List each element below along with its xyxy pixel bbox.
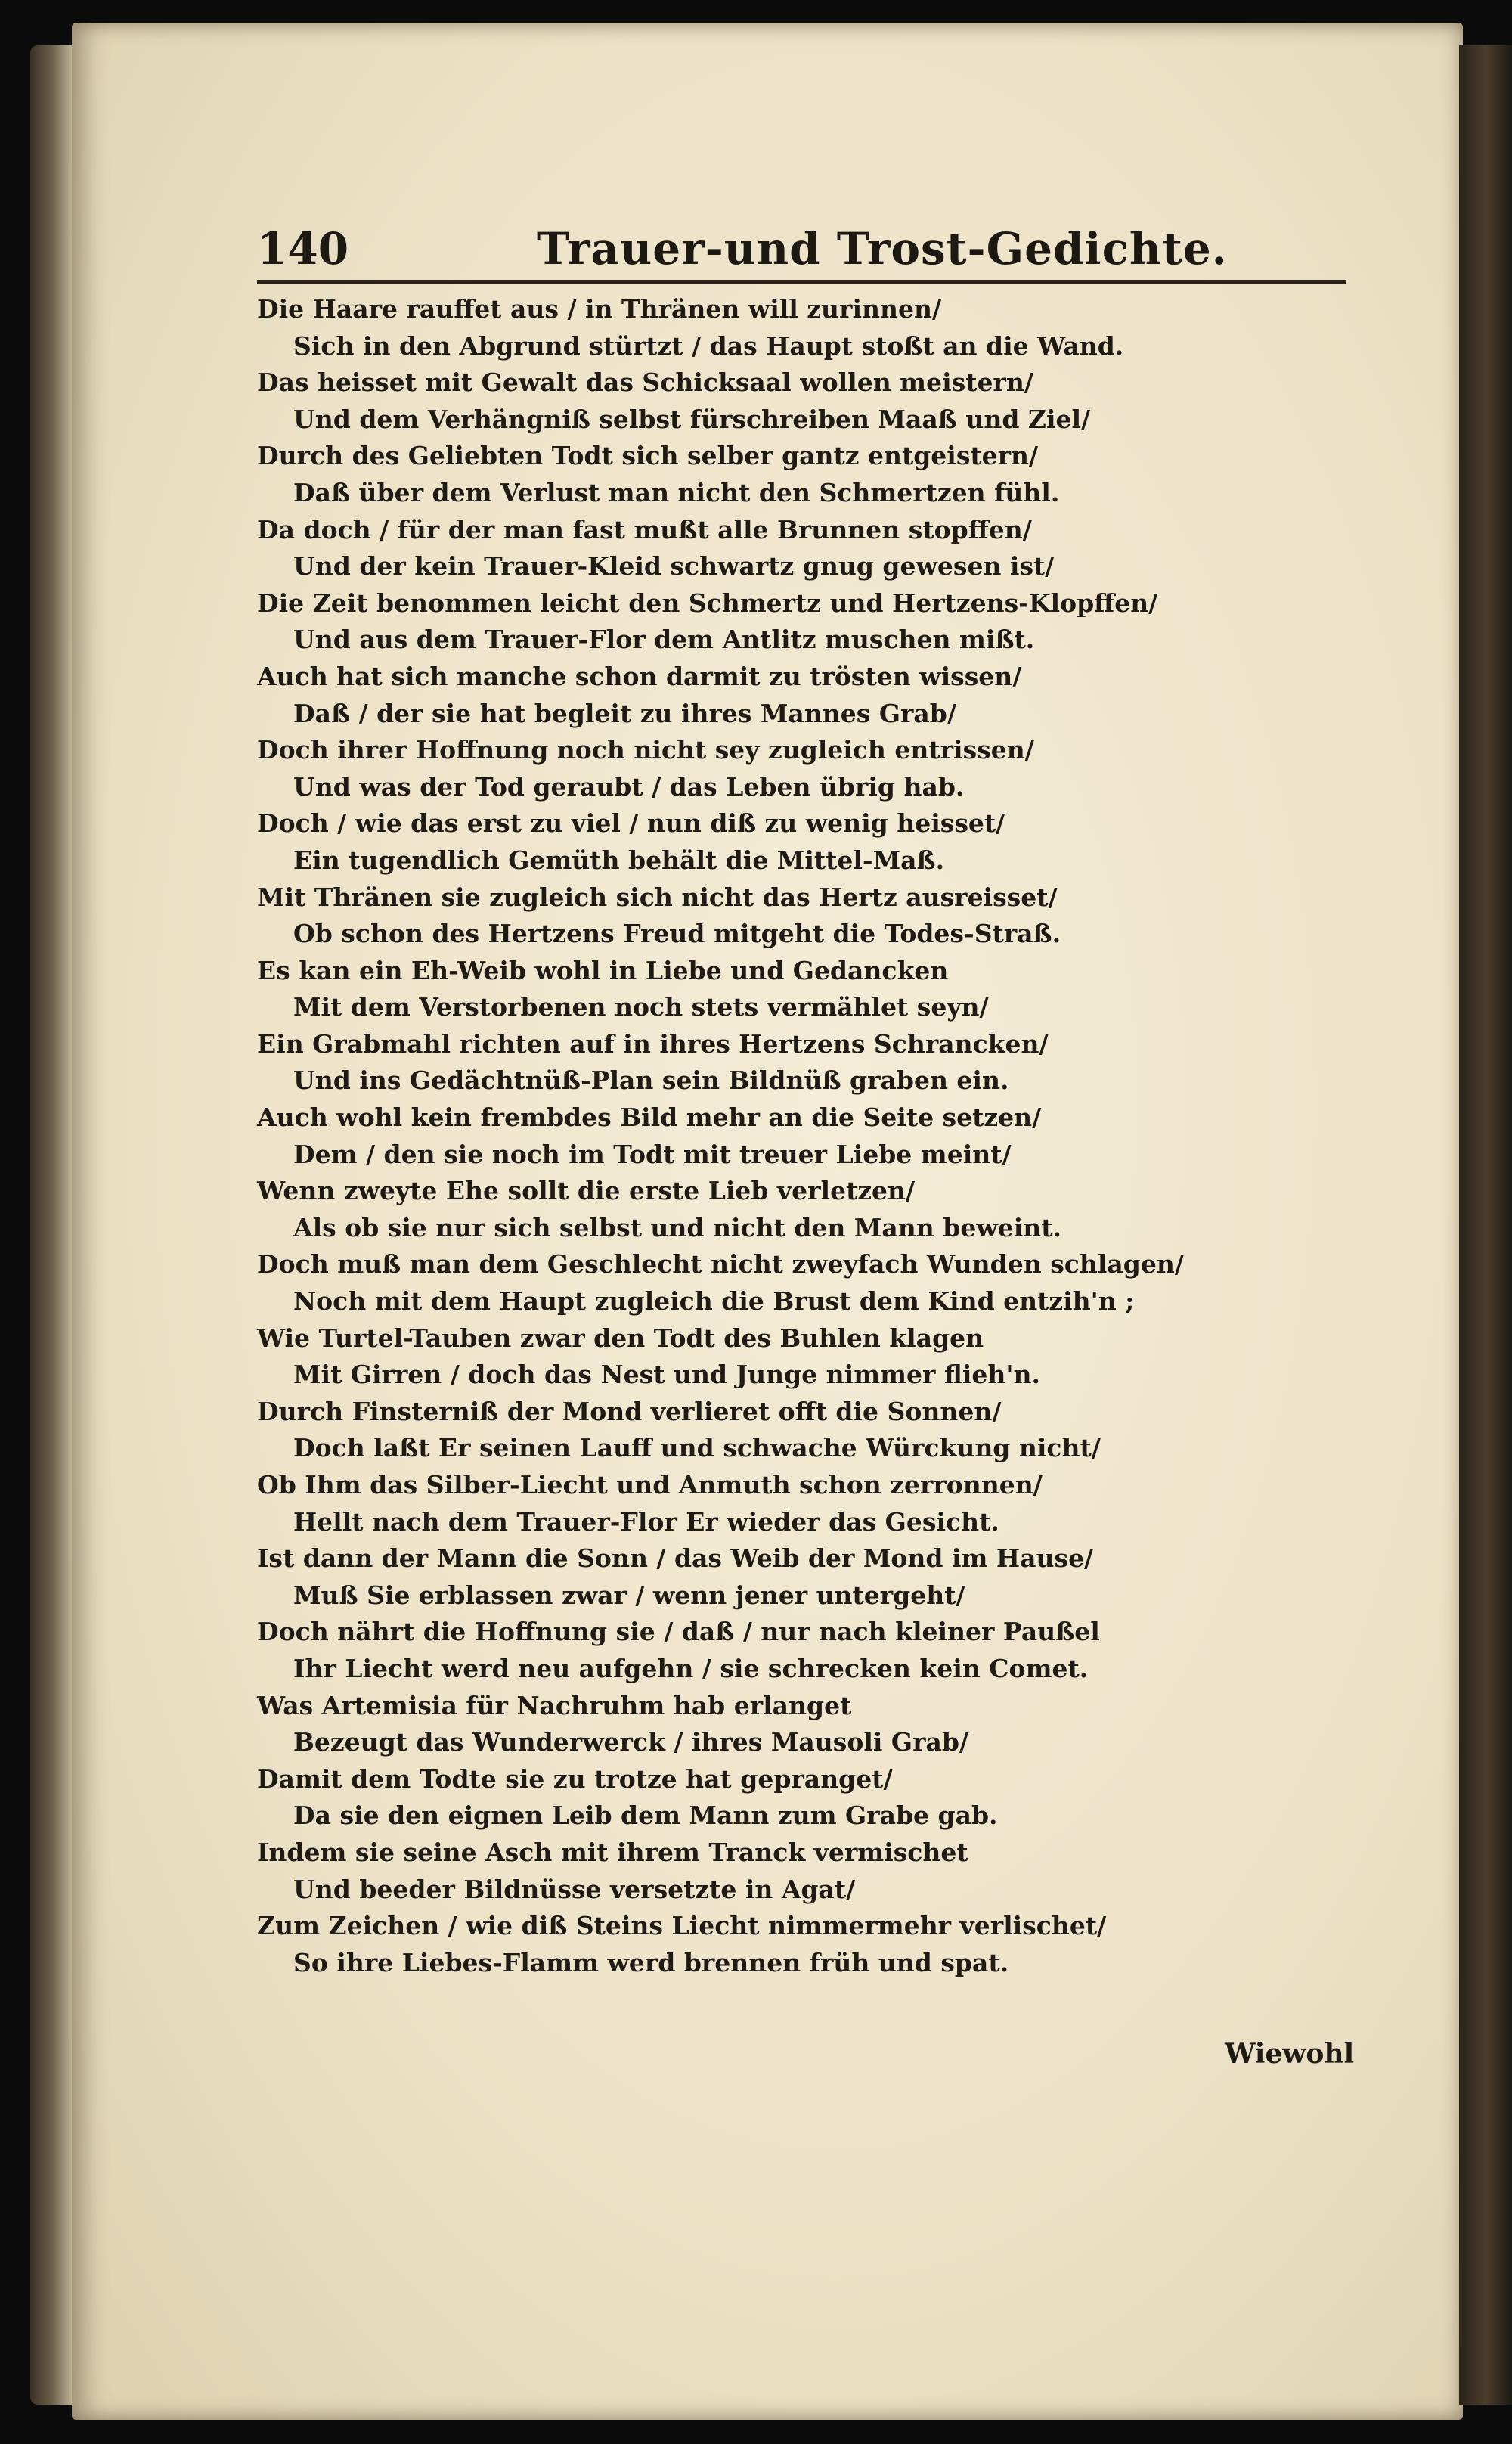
verse-line: Noch mit dem Haupt zugleich die Brust dem Kind entzih'n ; xyxy=(293,1286,1135,1317)
page-header xyxy=(257,223,1346,284)
verse-line: Ob Ihm das Silber-Liecht und Anmuth schon zerronnen/ xyxy=(257,1470,1043,1500)
verse-line: Was Artemisia für Nachruhm hab erlanget xyxy=(257,1690,852,1720)
verse-line: Die Haare rauffet aus / in Thränen will zurinnen/ xyxy=(257,294,942,324)
verse-line: Und aus dem Trauer-Flor dem Antlitz muschen mißt. xyxy=(293,625,1035,655)
verse-line: Ein Grabmahl richten auf in ihres Hertzens Schrancken/ xyxy=(257,1028,1049,1059)
page-number: 140 xyxy=(257,223,349,274)
poem-text xyxy=(257,291,1346,1981)
verse-line: Als ob sie nur sich selbst und nicht den Mann beweint. xyxy=(293,1212,1061,1242)
verse-line: Das heisset mit Gewalt das Schicksaal wollen meistern/ xyxy=(257,368,1033,398)
verse-line: Bezeugt das Wunderwerck / ihres Mausoli Grab/ xyxy=(293,1727,968,1757)
verse-line: Mit dem Verstorbenen noch stets vermählet seyn/ xyxy=(293,992,989,1022)
verse-line: Ihr Liecht werd neu aufgehn / sie schrecken kein Comet. xyxy=(293,1653,1089,1683)
verse-line: Die Zeit benommen leicht den Schmertz und Hertzens-Klopffen/ xyxy=(257,588,1158,618)
verse-line: Doch muß man dem Geschlecht nicht zweyfach Wunden schlagen/ xyxy=(257,1249,1184,1279)
verse-line: Und was der Tod geraubt / das Leben übrig hab. xyxy=(293,771,965,802)
verse-line: Mit Girren / doch das Nest und Junge nimmer flieh'n. xyxy=(293,1360,1041,1390)
verse-line: Dem / den sie noch im Todt mit treuer Liebe meint/ xyxy=(293,1139,1012,1169)
verse-line: Wenn zweyte Ehe sollt die erste Lieb verletzen/ xyxy=(257,1176,916,1206)
verse-line: Durch des Geliebten Todt sich selber gantz entgeistern/ xyxy=(257,441,1039,471)
verse-line: Und beeder Bildnüsse versetzte in Agat/ xyxy=(293,1874,856,1904)
verse-line: Ist dann der Mann die Sonn / das Weib der Mond im Hause/ xyxy=(257,1543,1094,1574)
verse-line: Indem sie seine Asch mit ihrem Tranck vermischet xyxy=(257,1837,968,1867)
verse-line: Ob schon des Hertzens Freud mitgeht die Todes-Straß. xyxy=(293,919,1061,949)
running-title: Trauer-und Trost-Gedichte. xyxy=(537,223,1228,274)
verse-line: So ihre Liebes-Flamm werd brennen früh und spat. xyxy=(293,1947,1009,1977)
verse-line: Zum Zeichen / wie diß Steins Liecht nimmermehr verlischet/ xyxy=(257,1911,1107,1941)
verse-line: Es kan ein Eh-Weib wohl in Liebe und Gedancken xyxy=(257,955,949,985)
verse-line: Muß Sie erblassen zwar / wenn jener untergeht/ xyxy=(293,1580,965,1610)
verse-line: Und der kein Trauer-Kleid schwartz gnug gewesen ist/ xyxy=(293,551,1055,582)
header-rule xyxy=(257,280,1346,284)
verse-line: Doch nährt die Hoffnung sie / daß / nur nach kleiner Paußel xyxy=(257,1617,1100,1647)
verse-line: Mit Thränen sie zugleich sich nicht das Hertz ausreisset/ xyxy=(257,882,1058,912)
verse-line: Da doch / für der man fast mußt alle Brunnen stopffen/ xyxy=(257,514,1032,544)
verse-line: Durch Finsterniß der Mond verlieret offt die Sonnen/ xyxy=(257,1396,1002,1426)
verse-line: Wie Turtel-Tauben zwar den Todt des Buhlen klagen xyxy=(257,1323,984,1353)
catchword: Wiewohl xyxy=(1225,2038,1355,2070)
verse-line: Daß / der sie hat begleit zu ihres Mannes Grab/ xyxy=(293,698,956,728)
verse-line: Doch laßt Er seinen Lauff und schwache Würckung nicht/ xyxy=(293,1433,1101,1463)
verse-line: Auch hat sich manche schon darmit zu trösten wissen/ xyxy=(257,661,1022,691)
verse-line: Doch / wie das erst zu viel / nun diß zu wenig heisset/ xyxy=(257,808,1005,839)
verse-line: Und ins Gedächtnüß-Plan sein Bildnüß graben ein. xyxy=(293,1065,1009,1096)
verse-line: Ein tugendlich Gemüth behält die Mittel-Maß. xyxy=(293,845,945,875)
verse-line: Da sie den eignen Leib dem Mann zum Grabe gab. xyxy=(293,1800,998,1831)
verse-line: Damit dem Todte sie zu trotze hat gepranget/ xyxy=(257,1763,893,1794)
verse-line: Sich in den Abgrund stürtzt / das Haupt stoßt an die Wand. xyxy=(293,330,1124,361)
verse-line: Und dem Verhängniß selbst fürschreiben Maaß und Ziel/ xyxy=(293,404,1091,434)
verse-line: Hellt nach dem Trauer-Flor Er wieder das Gesicht. xyxy=(293,1506,999,1537)
verse-line: Auch wohl kein frembdes Bild mehr an die Seite setzen/ xyxy=(257,1103,1042,1133)
verse-line: Daß über dem Verlust man nicht den Schmertzen fühl. xyxy=(293,477,1060,507)
verse-line: Doch ihrer Hoffnung noch nicht sey zugleich entrissen/ xyxy=(257,735,1034,765)
facing-page-edge xyxy=(1459,45,1512,2405)
